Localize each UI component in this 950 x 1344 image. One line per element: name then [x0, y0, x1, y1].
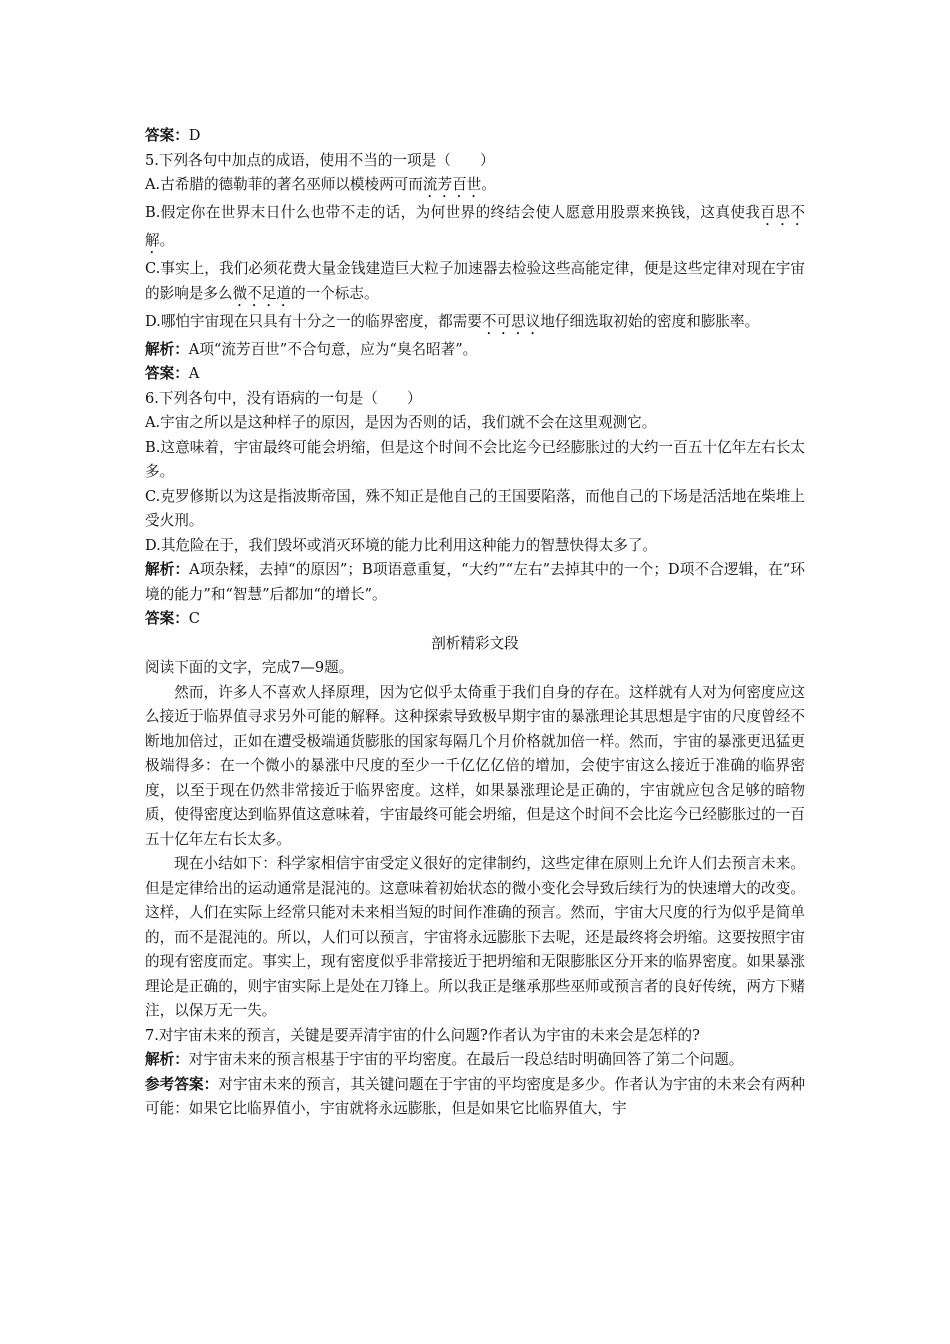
q6-answer [145, 607, 805, 632]
answer-value: D [188, 127, 201, 144]
q5-stem: 5.下列各句中加点的成语，使用不当的一项是（ ） [145, 151, 495, 169]
q5-analysis: 解析：A项“流芳百世”不合句意，应为“臭名昭著”。 [145, 340, 478, 358]
q6-option-a: A.宇宙之所以是这种样子的原因，是因为否则的话，我们就不会在这里观测它。 [145, 414, 657, 431]
reading-instruction: 阅读下面的文字，完成7—9题。 [145, 659, 354, 676]
analysis-label: 解析： [145, 340, 189, 358]
passage-paragraph-1: 然而，许多人不喜欢人择原理，因为它似乎太倚重于我们自身的存在。这样就有人对为何密度应这么接近于临界值寻求另外可能的解释。这种探索导致极早期宇宙的暴涨理论其思想是宇宙的尺度曾经不断地加倍过，正如在遭受极端通货膨胀的国家每隔几个月价格就加倍一样。然而，宇宙的暴涨更迅猛更极端得多：在一个微小的暴涨中尺度的至少一千亿亿亿倍的增加，会使宇宙这么接近于准确的临界密度，以至于现在仍然非常接近于临界密度。这样，如果暴涨理论是正确的，宇宙就应包含足够的暗物质，使得密度达到临界值这意味着，宇宙最终可能会坍缩，但是这个时间不会比迄今已经膨胀过的一百五十亿年左右长太多。 [145, 683, 805, 848]
q7-analysis: 解析：对宇宙未来的预言根基于宇宙的平均密度。在最后一段总结时明确回答了第二个问题。 [145, 1051, 744, 1068]
answer-label: 答案： [145, 127, 189, 144]
reference-answer-label: 参考答案： [145, 1075, 219, 1093]
passage-paragraph-2: 现在小结如下：科学家相信宇宙受定义很好的定律制约，这些定律在原则上允许人们去预言未来。但是定律给出的运动通常是混沌的。这意味着初始状态的微小变化会导致后续行为的快速增大的改变。这样，人们在实际上经常只能对未来相当短的时间作准确的预言。然而，宇宙大尺度的行为似乎是简单的，而不是混沌的。所以，人们可以预言，宇宙将永远膨胀下去呢，还是最终将会坍缩。这要按照宇宙的现有密度而定。事实上，现有密度似乎非常接近于把坍缩和无限膨胀区分开来的临界密度。如果暴涨理论是正确的，则宇宙实际上是处在刀锋上。所以我正是继承那些巫师或预言者的良好传统，两方下赌注，以保万无一失。 [145, 855, 805, 1019]
document-page [145, 124, 805, 1122]
emphasized-idiom: 不可思议 [481, 312, 541, 330]
q6-option-c: C.克罗修斯以为这是指波斯帝国，殊不知正是他自己的王国要陷落，而他自己的下场是活活地在柴堆上受火刑。 [145, 487, 805, 529]
answer-value: C [188, 610, 200, 627]
analysis-label: 解析： [145, 1051, 189, 1068]
emphasized-idiom: 微不足道 [232, 284, 291, 302]
answer-value: A [188, 365, 200, 382]
answer-label: 答案： [145, 365, 189, 382]
q7-reference-answer: 参考答案：对宇宙未来的预言，其关键问题在于宇宙的平均密度是多少。作者认为宇宙的未来会有两种可能：如果它比临界值小，宇宙就将永远膨胀，但是如果它比临界值大，宇 [145, 1075, 805, 1117]
answer-label: 答案： [145, 610, 189, 627]
q6-stem: 6.下列各句中，没有语病的一句是（ ） [145, 389, 422, 407]
q5-answer [145, 362, 805, 387]
q5-option-a: A.古希腊的德勒菲的著名巫师以模棱两可而流芳百世。 [145, 176, 496, 193]
section-title: 剖析精彩文段 [431, 634, 519, 652]
q5-option-b: B.假定你在世界末日什么也带不走的话，为何世界的终结会使人愿意用股票来换钱，这真使我百思不解。 [145, 204, 805, 249]
q5-option-d: D.哪怕宇宙现在只具有十分之一的临界密度，都需要不可思议地仔细选取初始的密度和膨胀率。 [145, 312, 760, 330]
analysis-label: 解析： [145, 561, 190, 578]
q7-stem: 7.对宇宙未来的预言，关键是要弄清宇宙的什么问题?作者认为宇宙的未来会是怎样的? [145, 1026, 700, 1044]
emphasized-idiom: 百思不解 [145, 204, 805, 249]
q6-option-d: D.其危险在于，我们毁坏或消灭环境的能力比利用这种能力的智慧快得太多了。 [145, 536, 658, 554]
q5-option-c: C.事实上，我们必须花费大量金钱建造巨大粒子加速器去检验这些高能定律，便是这些定律对现在宇宙的影响是多么微不足道的一个标志。 [145, 260, 805, 302]
emphasized-idiom: 流芳百世 [422, 176, 482, 193]
q6-option-b: B.这意味着，宇宙最终可能会坍缩，但是这个时间不会比迄今已经膨胀过的大约一百五十亿年左右长太多。 [145, 438, 805, 480]
q6-analysis: 解析：A项杂糅，去掉“的原因”；B项语意重复，“大约”“左右”去掉其中的一个；D项不合逻辑，在“环境的能力”和“智慧”后都加“的增长”。 [145, 561, 805, 603]
q4-answer [145, 124, 805, 149]
